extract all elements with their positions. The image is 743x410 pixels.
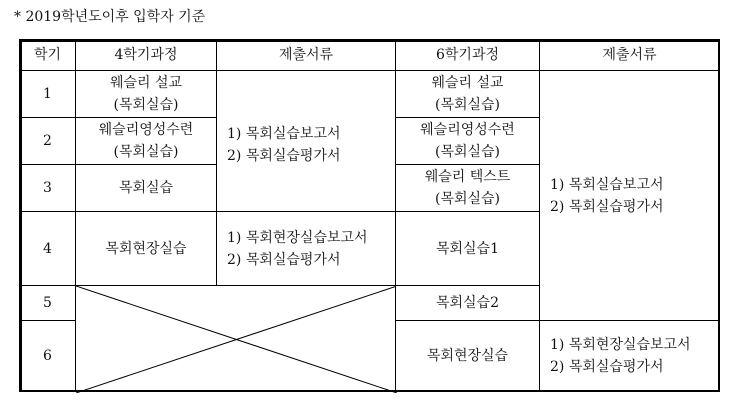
course6-semester-6: 목회현장실습 — [395, 320, 540, 392]
semester-4: 4 — [19, 211, 76, 286]
docs6-s6-item-1: 1) 목회현장실습보고서 — [550, 337, 691, 353]
docs4-item-2: 2) 목회실습평가서 — [227, 148, 341, 164]
semester-3: 3 — [19, 164, 76, 212]
course4-semester-2 — [75, 117, 217, 165]
course6-semester-5: 목회실습2 — [395, 285, 540, 321]
course4-not-applicable — [75, 285, 396, 392]
course6-semester-3 — [395, 164, 540, 212]
docs4-s4-item-2: 2) 목회실습평가서 — [227, 252, 341, 268]
docs6-item-2: 2) 목회실습평가서 — [550, 198, 664, 215]
course6-semester-4: 목회실습1 — [395, 211, 540, 286]
course4-semester-4: 목회현장실습 — [75, 211, 217, 286]
cross-out-mark — [76, 286, 397, 393]
course6-s3-title: 웨슬리 텍스트 — [424, 169, 511, 185]
course4-s1-sub: (목회실습) — [113, 97, 179, 113]
course4-s2-title: 웨슬리영성수련 — [98, 122, 194, 138]
header-semester: 학기 — [19, 39, 76, 71]
header-course-6: 6학기과정 — [395, 39, 540, 71]
semester-6: 6 — [19, 320, 76, 392]
course4-semester-3: 목회실습 — [75, 164, 217, 212]
docs6-semesters-1-5 — [539, 70, 720, 321]
course6-semester-2 — [395, 117, 540, 165]
course6-s1-title: 웨슬리 설교 — [431, 75, 504, 91]
criteria-note: * 2019학년도이후 입학자 기준 — [14, 9, 206, 25]
course4-semester-1 — [75, 70, 217, 118]
docs4-semester-4 — [216, 211, 396, 286]
course6-s3-sub: (목회실습) — [434, 191, 501, 207]
course4-s1-title: 웨슬리 설교 — [109, 75, 183, 91]
header-docs-4: 제출서류 — [216, 39, 396, 71]
course6-s2-title: 웨슬리영성수련 — [420, 122, 515, 138]
practicum-requirements-table — [20, 40, 720, 392]
header-course-4: 4학기과정 — [75, 39, 217, 71]
docs6-semester-6 — [539, 320, 720, 392]
docs6-s6-item-2: 2) 목회실습평가서 — [550, 359, 664, 375]
semester-5: 5 — [19, 285, 76, 321]
docs6-item-1: 1) 목회실습보고서 — [550, 176, 664, 193]
docs4-s4-item-1: 1) 목회현장실습보고서 — [227, 230, 368, 246]
course6-s1-sub: (목회실습) — [434, 97, 501, 113]
course6-semester-1 — [395, 70, 540, 118]
semester-2: 2 — [19, 117, 76, 165]
header-docs-6: 제출서류 — [539, 39, 720, 71]
docs4-semesters-1-3 — [216, 70, 396, 212]
course4-s2-sub: (목회실습) — [113, 144, 179, 160]
course6-s2-sub: (목회실습) — [434, 144, 501, 160]
docs4-item-1: 1) 목회실습보고서 — [227, 126, 341, 142]
semester-1: 1 — [19, 70, 76, 118]
